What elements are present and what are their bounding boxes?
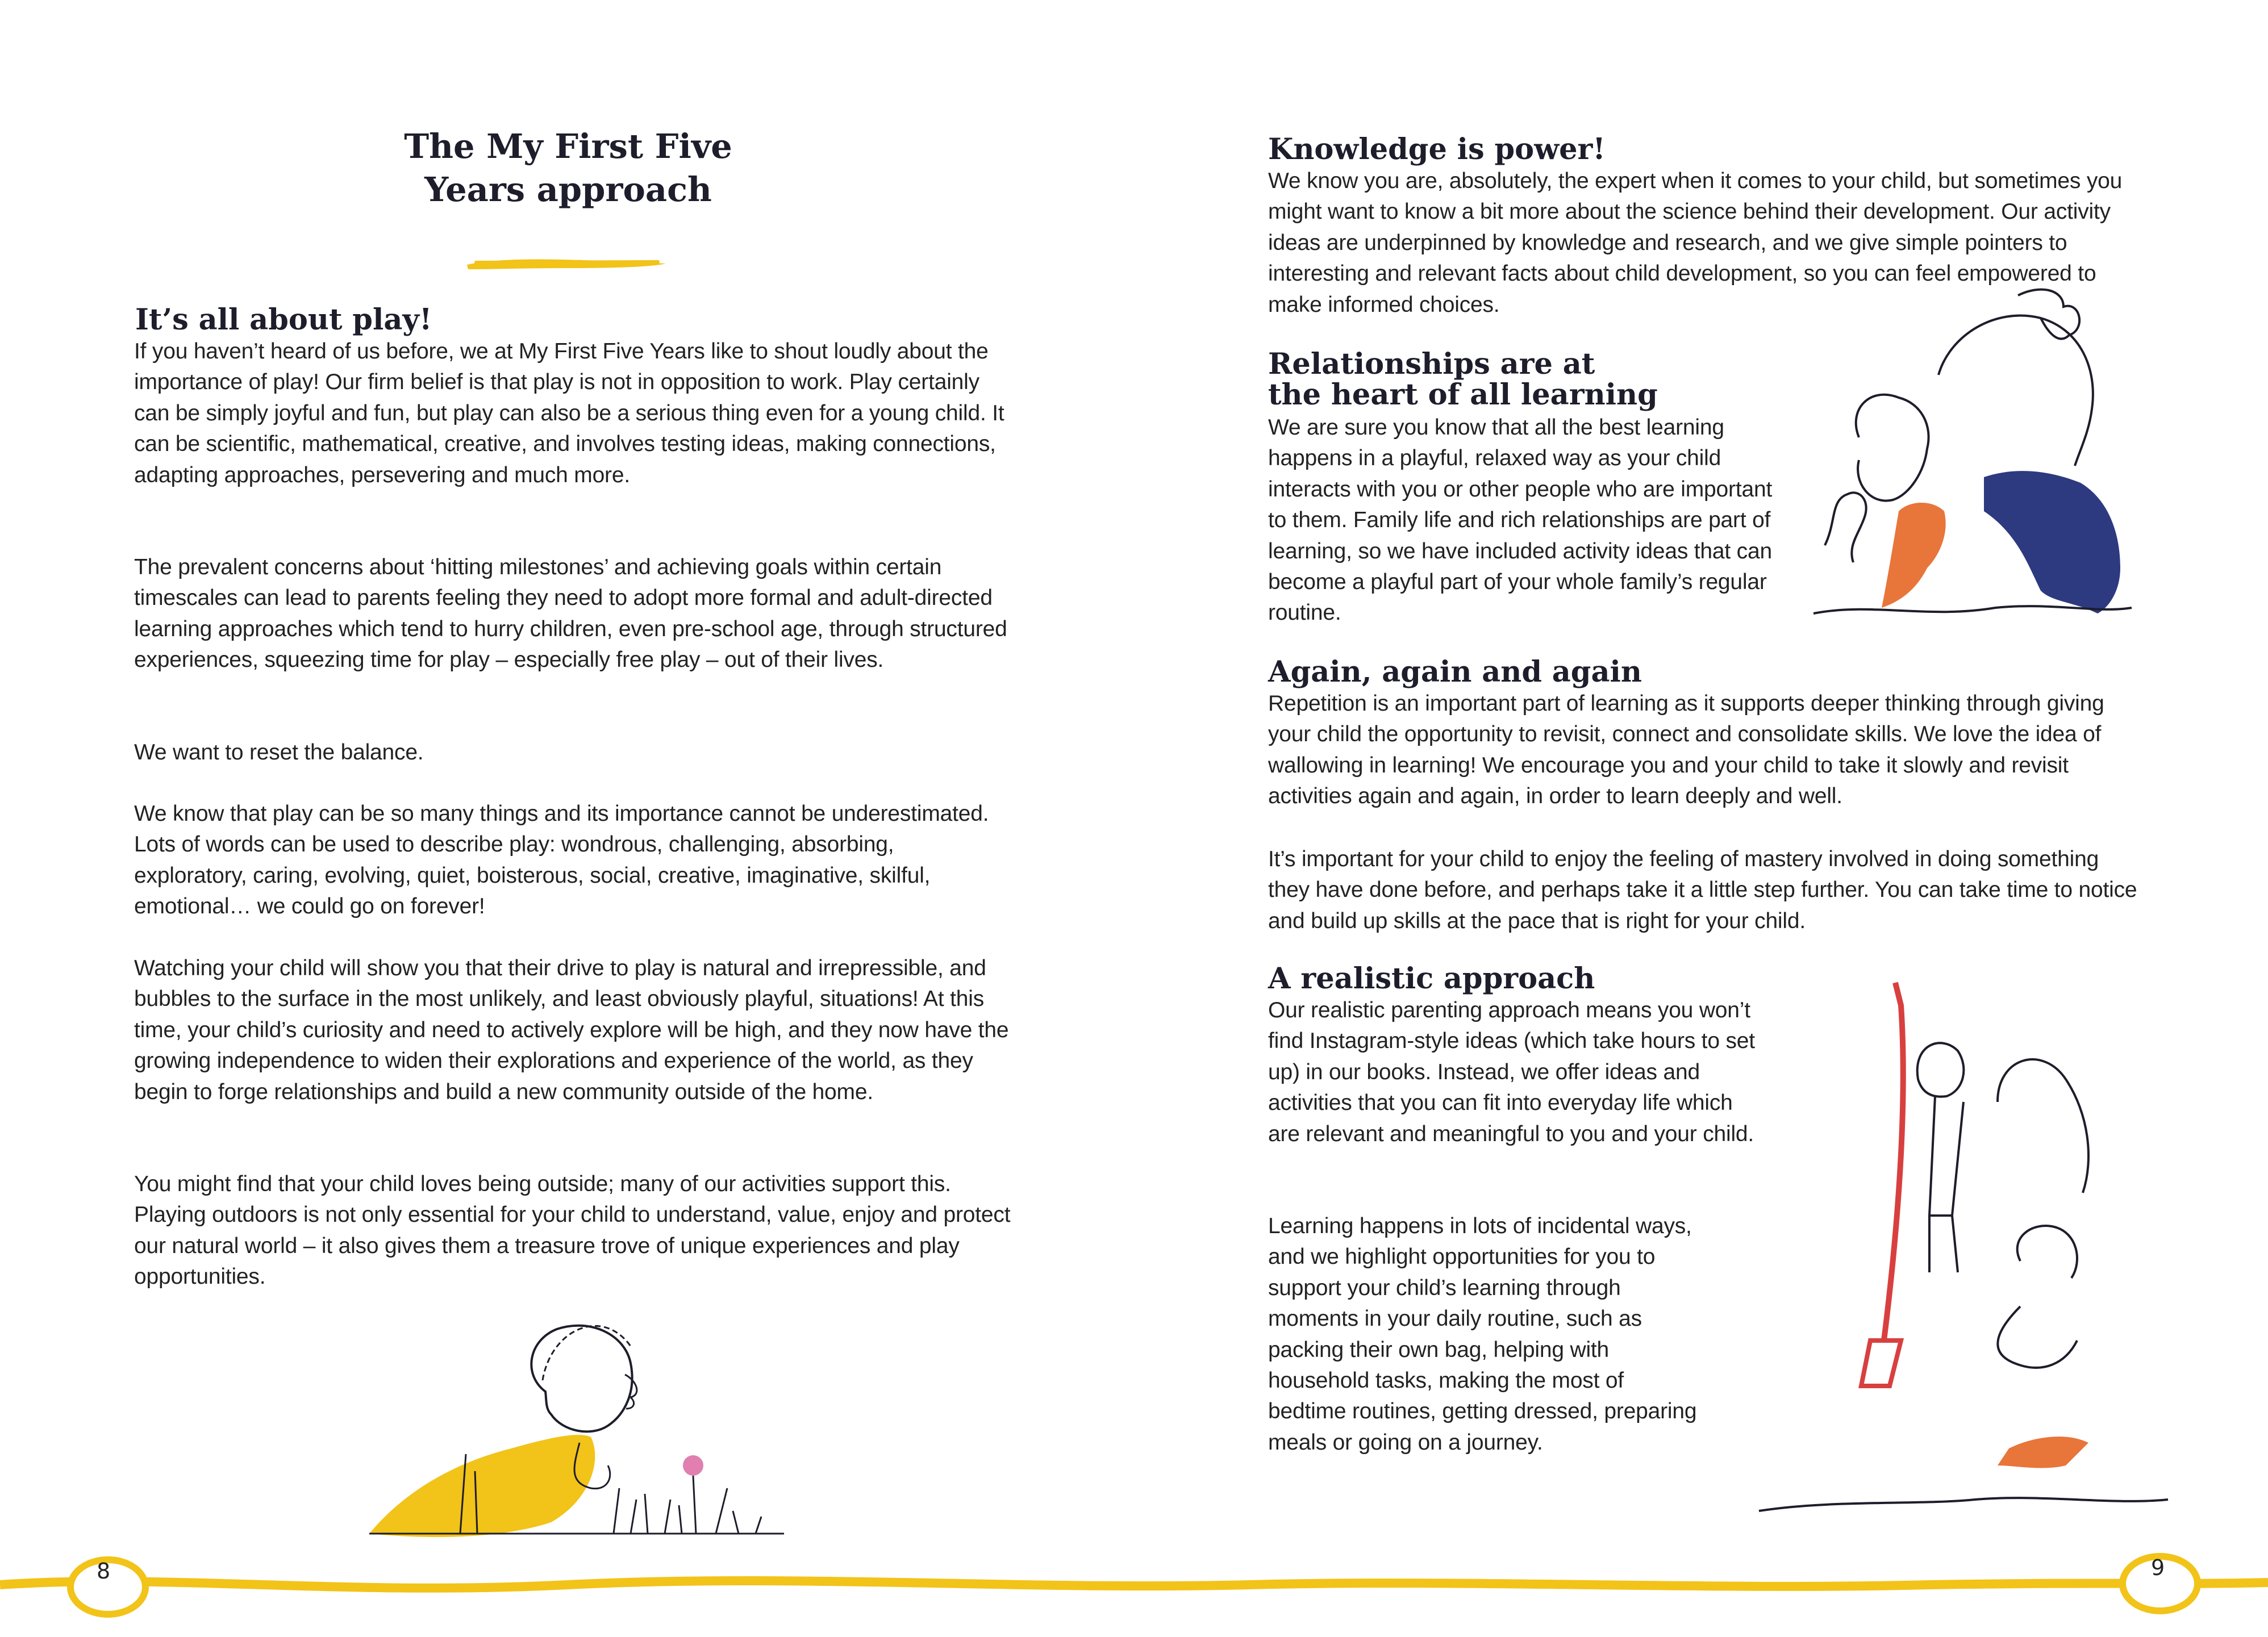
bottom-wavy-line (0, 1551, 2268, 1630)
section-heading-knowledge: Knowledge is power! (1268, 132, 1606, 166)
heading-relationships-line-2: the heart of all learning (1268, 378, 1658, 412)
title-line-2: Years approach (424, 170, 712, 209)
page-title (364, 125, 773, 211)
paragraph-incidental-learning: Learning happens in lots of incidental ways, and we highlight opportunities for you to support your child’s learning through moments in your daily routine, such as packing their own bag, helping with household tasks, making the most of bedtime routines, getting dressed, preparing meals or going on a journey. (1268, 1214, 1697, 1455)
paragraph-realistic: Our realistic parenting approach means you won’t find Instagram-style ideas (which take hours to set up) in our books. Instead, we offer ideas and activities that you can fit into everyday life which are relevant and meaningful to you and your child. (1268, 998, 1755, 1146)
paragraph-outdoors: You might find that your child loves being outside; many of our activities support this. Playing outdoors is not only essential for your child to understand, value, enjoy and protect our natural world – it also gives them a treasure trove of unique experiences and play opportunities. (134, 1172, 1011, 1289)
paragraph-mastery: It’s important for your child to enjoy the feeling of mastery involved in doing something they have done before, and perhaps take it a little step further. You can take time to notice and build up skills at the pace that is right for your child. (1268, 847, 2137, 933)
right-page (1134, 0, 2268, 1637)
child-in-grass-illustration (364, 1295, 795, 1545)
paragraph-knowledge: We know you are, absolutely, the expert when it comes to your child, but sometimes you might want to know a bit more about the science behind their development. Our activity ideas are underpinned by knowledge and research, and we give simple pointers to interesting and relevant facts about child development, so you can feel empowered to make informed choices. (1268, 169, 2123, 317)
paragraph-milestones: The prevalent concerns about ‘hitting milestones’ and achieving goals within certain timescales can lead to parents feeling they need to adopt more formal and adult-directed learning approaches which tend to hurry children, even pre-school age, through structured experiences, squeezing time for play – especially free play – out of their lives. (134, 555, 1007, 673)
section-heading-again: Again, again and again (1268, 655, 1642, 689)
children-sweeping-illustration (1748, 977, 2179, 1534)
paragraph-play-intro: If you haven’t heard of us before, we at My First Five Years like to shout loudly about the importance of play! Our firm belief is that play is not in opposition to work. Play certainly can be simply joyful and fun, but play can also be a serious thing even for a young child. It can be scientific, mathematical, creative, and involves testing ideas, making connections, adapting approaches, persevering and much more. (134, 339, 1004, 487)
paragraph-play-words: We know that play can be so many things and its importance cannot be underestimated. Lots of words can be used to describe play: wondrous, challenging, absorbing, exploratory, caring, evolving, quiet, boisterous, social, creative, imaginative, skilful, emotional… we could go on forever! (134, 801, 989, 919)
brush-stroke-divider (465, 252, 669, 275)
section-heading-realistic: A realistic approach (1268, 962, 1595, 996)
paragraph-relationships: We are sure you know that all the best learning happens in a playful, relaxed way as your child interacts with you or other people who are important to them. Family life and rich relationships are part of learning, so we have included activity ideas that can become a playful part of your whole family’s regular routine. (1268, 415, 1773, 625)
heading-relationships-line-1: Relationships are at (1268, 347, 1595, 381)
paragraph-watching-child: Watching your child will show you that their drive to play is natural and irrepressible, and bubbles to the surface in the most unlikely, and least obviously playful, situations! At this time, your child’s curiosity and need to actively explore will be high, and they now have the growing independence to widen their explorations and experience of the world, as they begin to forge relationships and build a new community outside of the home. (134, 956, 1009, 1104)
paragraph-reset-balance: We want to reset the balance. (134, 740, 424, 765)
page-number-right: 9 (2151, 1555, 2165, 1580)
title-line-1: The My First Five (404, 127, 732, 166)
parent-hugging-child-illustration (1813, 284, 2245, 659)
section-heading-relationships (1268, 349, 1779, 410)
page-number-left: 8 (97, 1559, 111, 1584)
section-heading-play: It’s all about play! (135, 303, 432, 337)
paragraph-repetition: Repetition is an important part of learning as it supports deeper thinking through giving your child the opportunity to revisit, connect and consolidate skills. We love the idea of wallowing in learning! We encourage you and your child to take it slowly and revisit activities again and again, in order to learn deeply and well. (1268, 691, 2104, 809)
